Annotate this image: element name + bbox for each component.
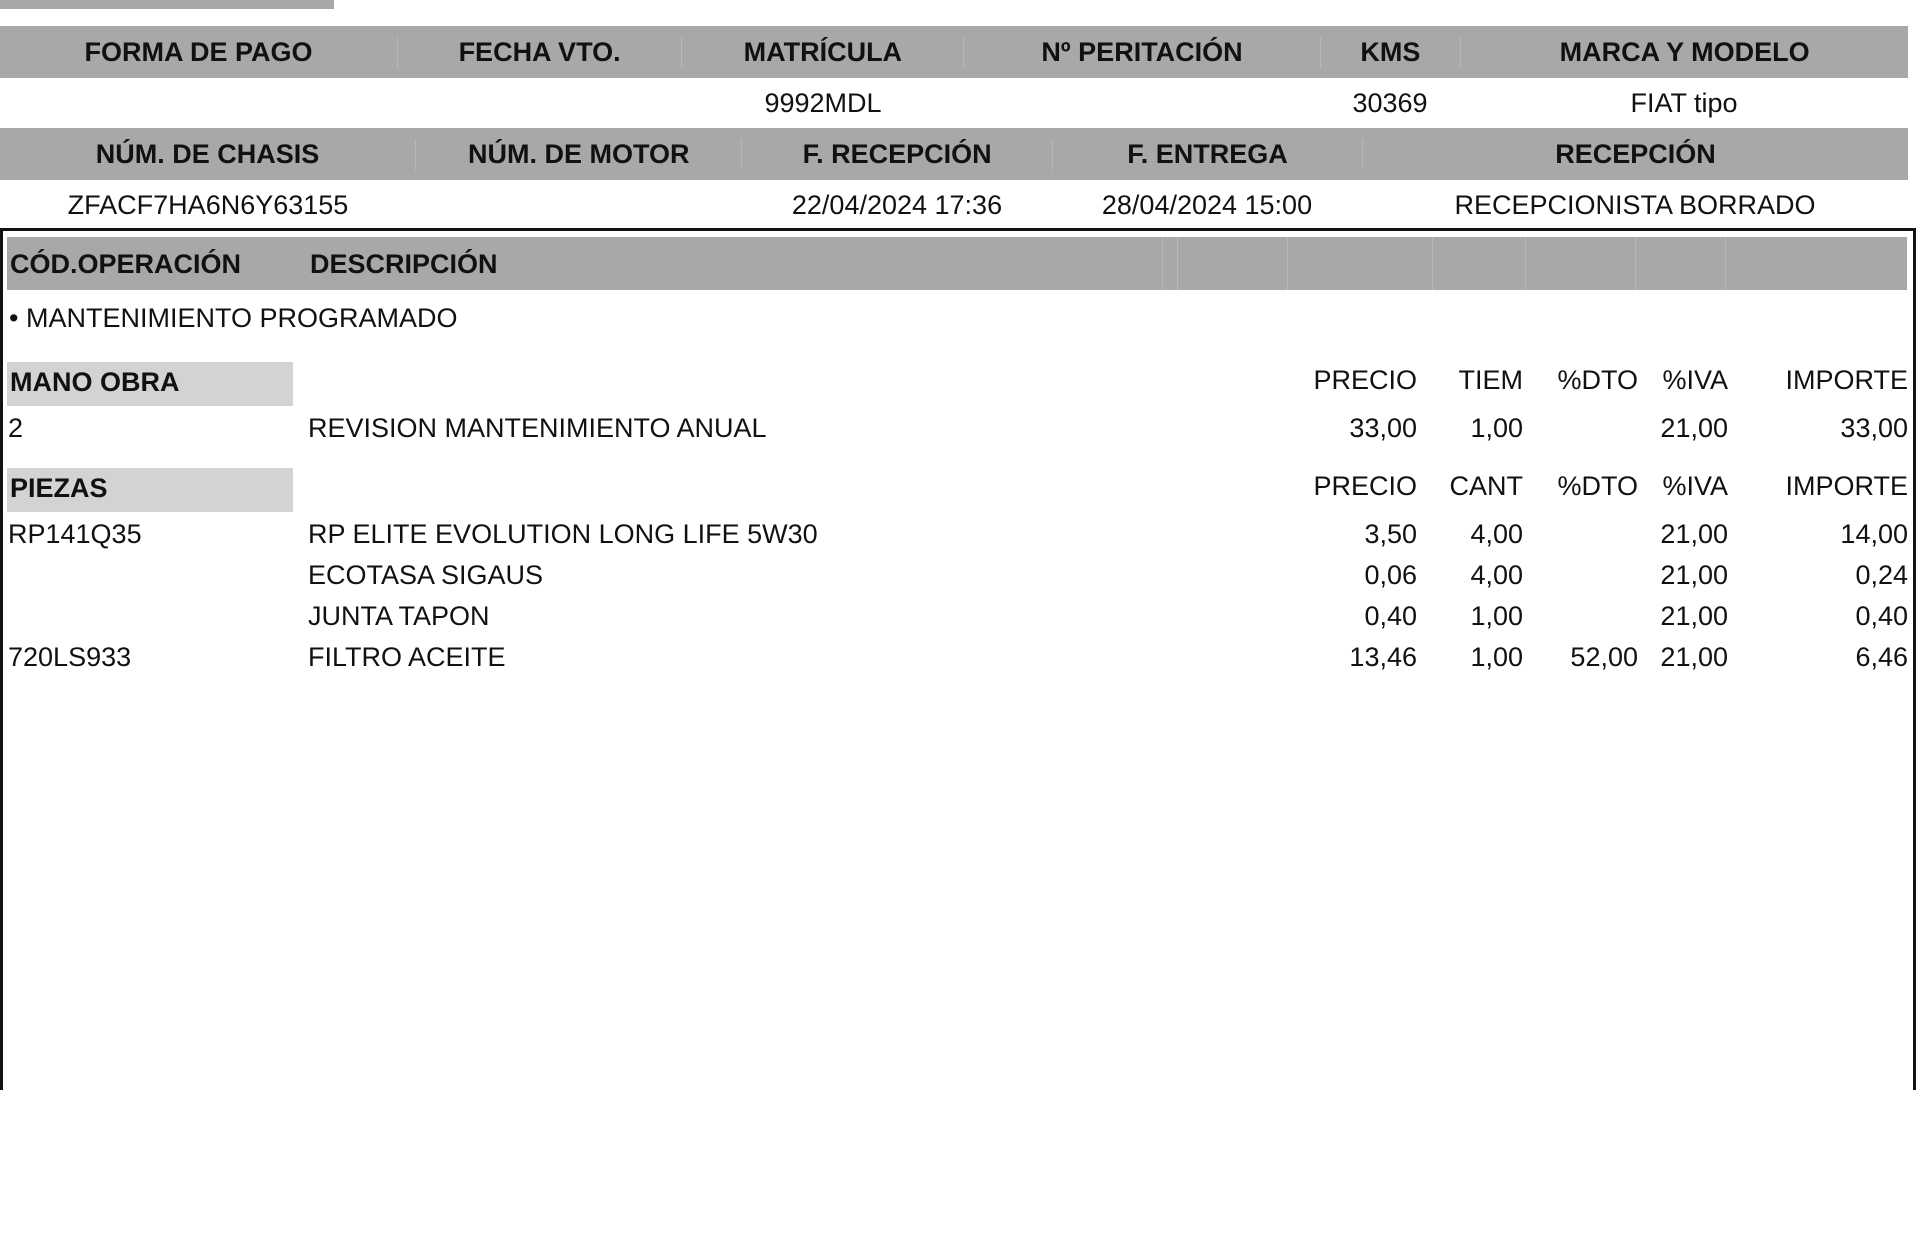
- operation-line: [9, 303, 458, 334]
- reception-header-values: [0, 180, 1908, 230]
- header-divider: [1177, 237, 1178, 290]
- part-price: 0,40: [1364, 601, 1417, 631]
- header-divider: [1162, 237, 1163, 290]
- part-desc: FILTRO ACEITE: [308, 642, 506, 672]
- vehicle-header-values: [0, 78, 1908, 128]
- labor-amount: 33,00: [1840, 413, 1908, 443]
- value-f-entrega: 28/04/2024 15:00: [1101, 189, 1313, 220]
- part-qty: 1,00: [1470, 601, 1523, 631]
- parts-col-cant: CANT: [1449, 471, 1523, 501]
- parts-col-dto: %DTO: [1557, 471, 1638, 501]
- col-cod-operacion: CÓD.OPERACIÓN: [10, 249, 242, 279]
- label-f-recepcion: F. RECEPCIÓN: [742, 139, 1052, 170]
- section-piezas: [7, 468, 293, 512]
- part-amount: 6,46: [1855, 642, 1908, 672]
- value-chasis: ZFACF7HA6N6Y63155: [67, 189, 349, 220]
- labor-code: 2: [8, 413, 24, 443]
- label-matricula: MATRÍCULA: [682, 37, 964, 68]
- part-iva: 21,00: [1660, 601, 1728, 631]
- value-recepcion: RECEPCIONISTA BORRADO: [1454, 189, 1816, 220]
- labor-col-iva: %IVA: [1662, 365, 1728, 395]
- part-iva: 21,00: [1660, 560, 1728, 590]
- section-mano-obra: [7, 362, 293, 406]
- part-price: 13,46: [1349, 642, 1417, 672]
- label-kms: KMS: [1321, 37, 1462, 68]
- label-peritacion: Nº PERITACIÓN: [964, 37, 1320, 68]
- part-desc: RP ELITE EVOLUTION LONG LIFE 5W30: [308, 519, 818, 549]
- part-dto: 52,00: [1570, 642, 1638, 672]
- part-desc: JUNTA TAPON: [308, 601, 490, 631]
- header-divider: [1287, 237, 1288, 290]
- operation-name: MANTENIMIENTO PROGRAMADO: [25, 303, 458, 333]
- value-marca-modelo: FIAT tipo: [1630, 87, 1738, 118]
- header-divider: [1635, 237, 1636, 290]
- labor-iva: 21,00: [1660, 413, 1728, 443]
- label-marca-modelo: MARCA Y MODELO: [1559, 36, 1810, 67]
- header-divider: [1725, 237, 1726, 290]
- part-qty: 4,00: [1470, 519, 1523, 549]
- part-qty: 4,00: [1470, 560, 1523, 590]
- operations-header: [7, 237, 1907, 290]
- part-amount: 0,40: [1855, 601, 1908, 631]
- part-iva: 21,00: [1660, 642, 1728, 672]
- part-price: 3,50: [1364, 519, 1417, 549]
- part-desc: ECOTASA SIGAUS: [308, 560, 544, 590]
- section-title: MANO OBRA: [10, 367, 180, 397]
- labor-col-precio: PRECIO: [1313, 365, 1417, 395]
- labor-time: 1,00: [1470, 413, 1523, 443]
- label-f-entrega: F. ENTREGA: [1053, 139, 1363, 170]
- part-iva: 21,00: [1660, 519, 1728, 549]
- label-forma-pago: FORMA DE PAGO: [0, 37, 398, 68]
- part-price: 0,06: [1364, 560, 1417, 590]
- label-fecha-vto: FECHA VTO.: [398, 37, 682, 68]
- label-recepcion: RECEPCIÓN: [1555, 138, 1716, 169]
- col-descripcion: DESCRIPCIÓN: [310, 249, 498, 279]
- parts-col-precio: PRECIO: [1313, 471, 1417, 501]
- bullet-icon: •: [9, 303, 19, 333]
- vehicle-header-labels: [0, 26, 1908, 78]
- part-qty: 1,00: [1470, 642, 1523, 672]
- labor-price: 33,00: [1349, 413, 1417, 443]
- labor-col-tiem: TIEM: [1458, 365, 1523, 395]
- header-divider: [1525, 237, 1526, 290]
- header-divider: [1432, 237, 1433, 290]
- label-motor: NÚM. DE MOTOR: [416, 139, 742, 170]
- part-code: 720LS933: [8, 642, 132, 672]
- part-amount: 14,00: [1840, 519, 1908, 549]
- value-kms: 30369: [1352, 87, 1428, 118]
- section-title: PIEZAS: [10, 473, 108, 503]
- labor-col-dto: %DTO: [1557, 365, 1638, 395]
- parts-col-importe: IMPORTE: [1785, 471, 1908, 501]
- reception-header-labels: [0, 128, 1908, 180]
- labor-desc: REVISION MANTENIMIENTO ANUAL: [308, 413, 767, 443]
- value-matricula: 9992MDL: [764, 87, 882, 118]
- part-amount: 0,24: [1855, 560, 1908, 590]
- labor-col-importe: IMPORTE: [1785, 365, 1908, 395]
- part-code: RP141Q35: [8, 519, 142, 549]
- value-f-recepcion: 22/04/2024 17:36: [791, 189, 1003, 220]
- operations-panel: [0, 228, 1916, 1090]
- top-bar: [0, 0, 334, 9]
- parts-col-iva: %IVA: [1662, 471, 1728, 501]
- label-chasis: NÚM. DE CHASIS: [0, 139, 416, 170]
